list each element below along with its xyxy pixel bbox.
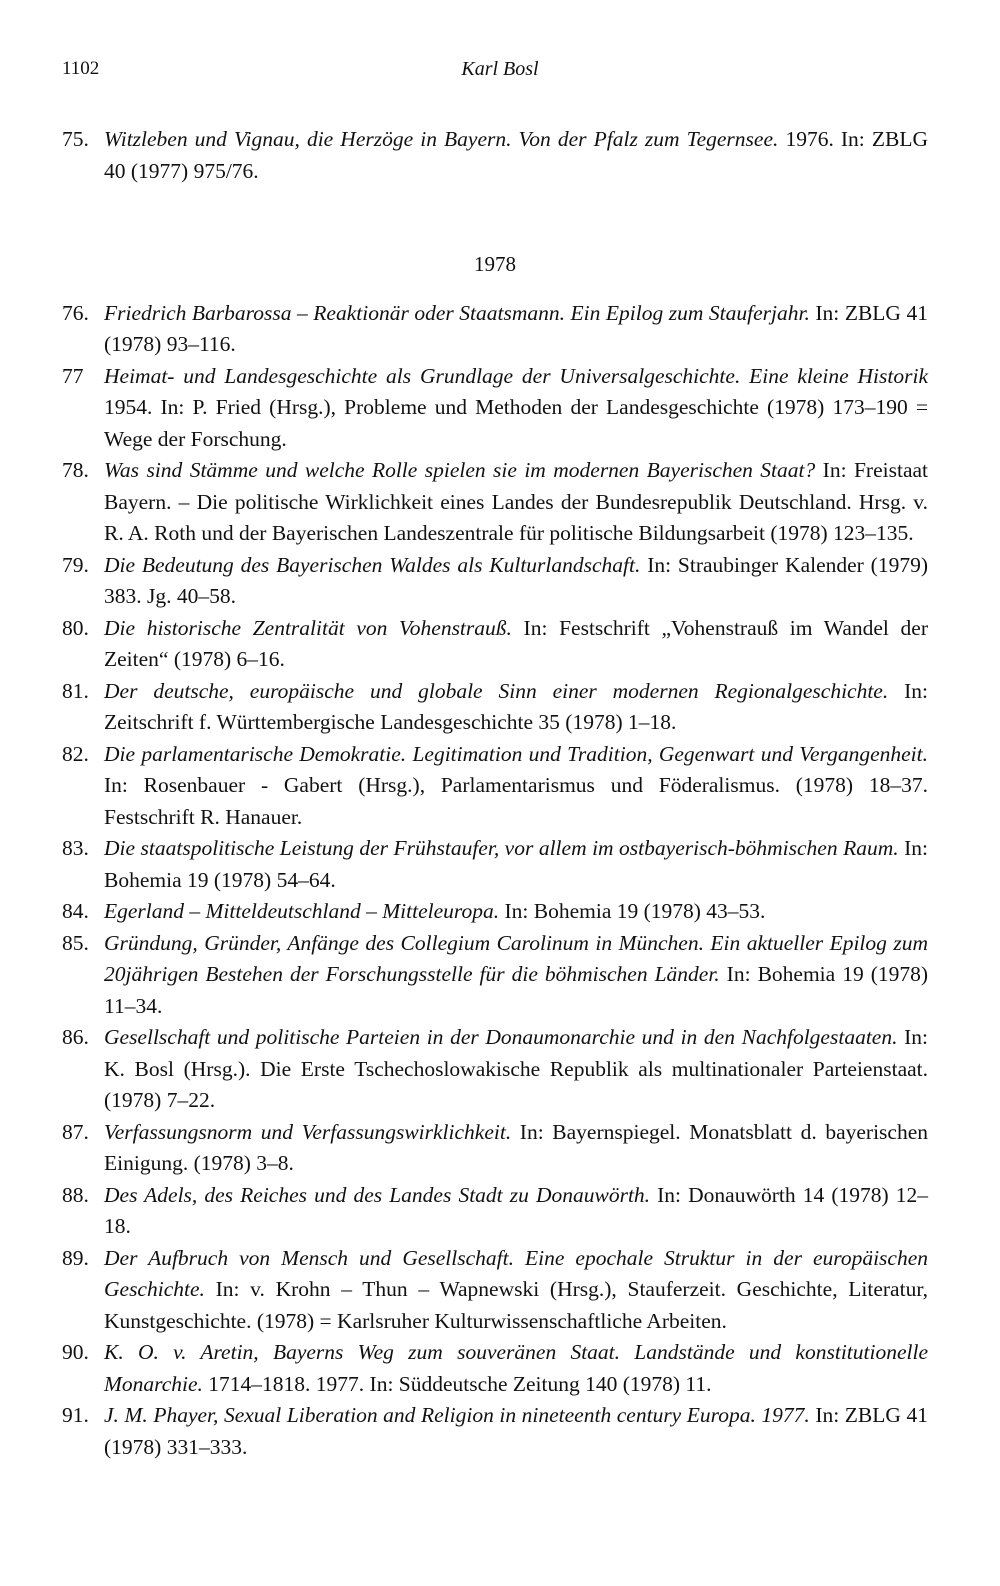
entry-number: 76. [62, 300, 89, 325]
entry-title: Die parlamentarische Demokratie. Legitimation und Tradition, Gegenwart und Vergangenheit. [104, 741, 928, 766]
entry-title: Des Adels, des Reiches und des Landes Stadt zu Donauwörth. [104, 1182, 651, 1207]
entry-source: 1976. In: ZBLG 40 (1977) 975/76. [104, 127, 928, 183]
bibliography-entry [62, 1180, 928, 1243]
entry-source: In: Bohemia 19 (1978) 11–34. [104, 962, 929, 1018]
bibliography-entry [62, 896, 928, 928]
year-heading: 1978 [474, 252, 516, 276]
entry-title: Verfassungsnorm und Verfassungswirklichkeit. [104, 1119, 512, 1144]
bibliography-list [62, 124, 928, 1463]
entry-number: 83. [62, 836, 89, 860]
entry-number: 87. [62, 1119, 89, 1144]
bibliography-entry [62, 361, 928, 456]
entry-source: In: Straubinger Kalender (1979) 383. Jg. 40–58. [104, 552, 928, 608]
entry-number: 85. [62, 930, 89, 955]
entry-source: In: Bohemia 19 (1978) 43–53. [499, 899, 766, 923]
entry-title: Gesellschaft und politische Parteien in der Donaumonarchie und in den Nachfolgestaaten. [104, 1025, 898, 1049]
entry-title: Der Aufbruch von Mensch und Gesellschaft. Eine epochale Struktur in der europäischen Geschichte. [104, 1245, 928, 1301]
bibliography-entry [62, 124, 928, 187]
entry-number: 88. [62, 1182, 89, 1207]
entry-number: 79. [62, 552, 89, 577]
bibliography-entry [62, 550, 928, 613]
bibliography-entry [62, 1022, 928, 1117]
entry-source: 1714–1818. 1977. In: Süddeutsche Zeitung 140 (1978) 11. [202, 1371, 712, 1396]
bibliography-entry [62, 1243, 928, 1338]
entry-source: In: ZBLG 41 (1978) 331–333. [104, 1403, 928, 1459]
entry-title: J. M. Phayer, Sexual Liberation and Religion in nineteenth century Europa. 1977. [104, 1403, 810, 1427]
entry-title: Egerland – Mitteldeutschland – Mitteleuropa. [104, 899, 500, 923]
bibliography-entry [62, 455, 928, 550]
entry-number: 90. [62, 1340, 89, 1364]
bibliography-entry [62, 833, 928, 896]
bibliography-entry [62, 1337, 928, 1400]
entry-title: Gründung, Gründer, Anfänge des Collegium Carolinum in München. Ein aktueller Epilog zum 20jährigen Bestehen der Forschungsstelle für die böhmischen Länder. [104, 930, 928, 986]
entry-source: In: Rosenbauer - Gabert (Hrsg.), Parlamentarismus und Föderalismus. (1978) 18–37. Festschrift R. Hanauer. [104, 773, 928, 829]
entry-number: 91. [62, 1403, 89, 1427]
entry-source: In: Zeitschrift f. Württembergische Landesgeschichte 35 (1978) 1–18. [104, 678, 928, 734]
entry-source: 1954. In: P. Fried (Hrsg.), Probleme und Methoden der Landesgeschichte (1978) 173–190 = Wege der Forschung. [104, 395, 928, 451]
entry-number: 82. [62, 741, 89, 766]
bibliography-entry [62, 1117, 928, 1180]
entry-title: Die historische Zentralität von Vohenstrauß. [104, 615, 512, 640]
entry-number: 78. [62, 458, 89, 482]
page-number: 1102 [62, 58, 100, 79]
entry-number: 89. [62, 1245, 89, 1270]
entry-number: 81. [62, 678, 89, 703]
entry-number: 86. [62, 1025, 89, 1049]
bibliography-entry [62, 298, 928, 361]
entry-source: In: K. Bosl (Hrsg.). Die Erste Tschechoslowakische Republik als multinationaler Parteienstaat. (1978) 7–22. [104, 1025, 928, 1112]
entry-source: In: v. Krohn – Thun – Wapnewski (Hrsg.), Stauferzeit. Geschichte, Literatur, Kunstgeschichte. (1978) = Karlsruher Kulturwissenschaftliche Arbeiten. [104, 1277, 928, 1333]
entry-title: Der deutsche, europäische und globale Sinn einer modernen Regionalgeschichte. [104, 678, 889, 703]
entry-title: Friedrich Barbarossa – Reaktionär oder Staatsmann. Ein Epilog zum Stauferjahr. [104, 300, 810, 325]
entry-source: In: Bayernspiegel. Monatsblatt d. bayerischen Einigung. (1978) 3–8. [104, 1119, 928, 1175]
entry-title: Heimat- und Landesgeschichte als Grundlage der Universalgeschichte. Eine kleine Historik [104, 363, 928, 388]
entry-title: Witzleben und Vignau, die Herzöge in Bayern. Von der Pfalz zum Tegernsee. [104, 127, 779, 151]
running-head: Karl Bosl [461, 58, 539, 80]
entries-1978 [62, 298, 928, 1464]
entry-number: 77 [62, 363, 84, 388]
entry-source: In: Festschrift „Vohenstrauß im Wandel der Zeiten“ (1978) 6–16. [104, 615, 928, 671]
entry-number: 80. [62, 615, 89, 640]
entry-title: Was sind Stämme und welche Rolle spielen sie im modernen Bayerischen Staat? [104, 458, 816, 482]
entry-title: Die staatspolitische Leistung der Frühstaufer, vor allem im ostbayerisch-böhmischen Raum. [104, 836, 899, 860]
entry-number: 84. [62, 899, 89, 923]
bibliography-entry [62, 613, 928, 676]
entry-source: In: Freistaat Bayern. – Die politische Wirklichkeit eines Landes der Bundesrepublik Deutschland. Hrsg. v. R. A. Roth und der Bayerischen Landeszentrale für politische Bildungsarbeit (1978) 123–135. [104, 458, 929, 545]
entry-title: Die Bedeutung des Bayerischen Waldes als Kulturlandschaft. [104, 552, 641, 577]
bibliography-entry [62, 928, 928, 1023]
bibliography-entry [62, 676, 928, 739]
entry-source: In: ZBLG 41 (1978) 93–116. [104, 300, 928, 356]
entry-title: K. O. v. Aretin, Bayerns Weg zum souveränen Staat. Landstände und konstitutionelle Monarchie. [104, 1340, 928, 1396]
bibliography-entry [62, 739, 928, 834]
entry-source: In: Bohemia 19 (1978) 54–64. [104, 836, 928, 892]
bibliography-entry [62, 1400, 928, 1463]
entry-source: In: Donauwörth 14 (1978) 12–18. [104, 1182, 928, 1238]
entry-number: 75. [62, 127, 89, 151]
